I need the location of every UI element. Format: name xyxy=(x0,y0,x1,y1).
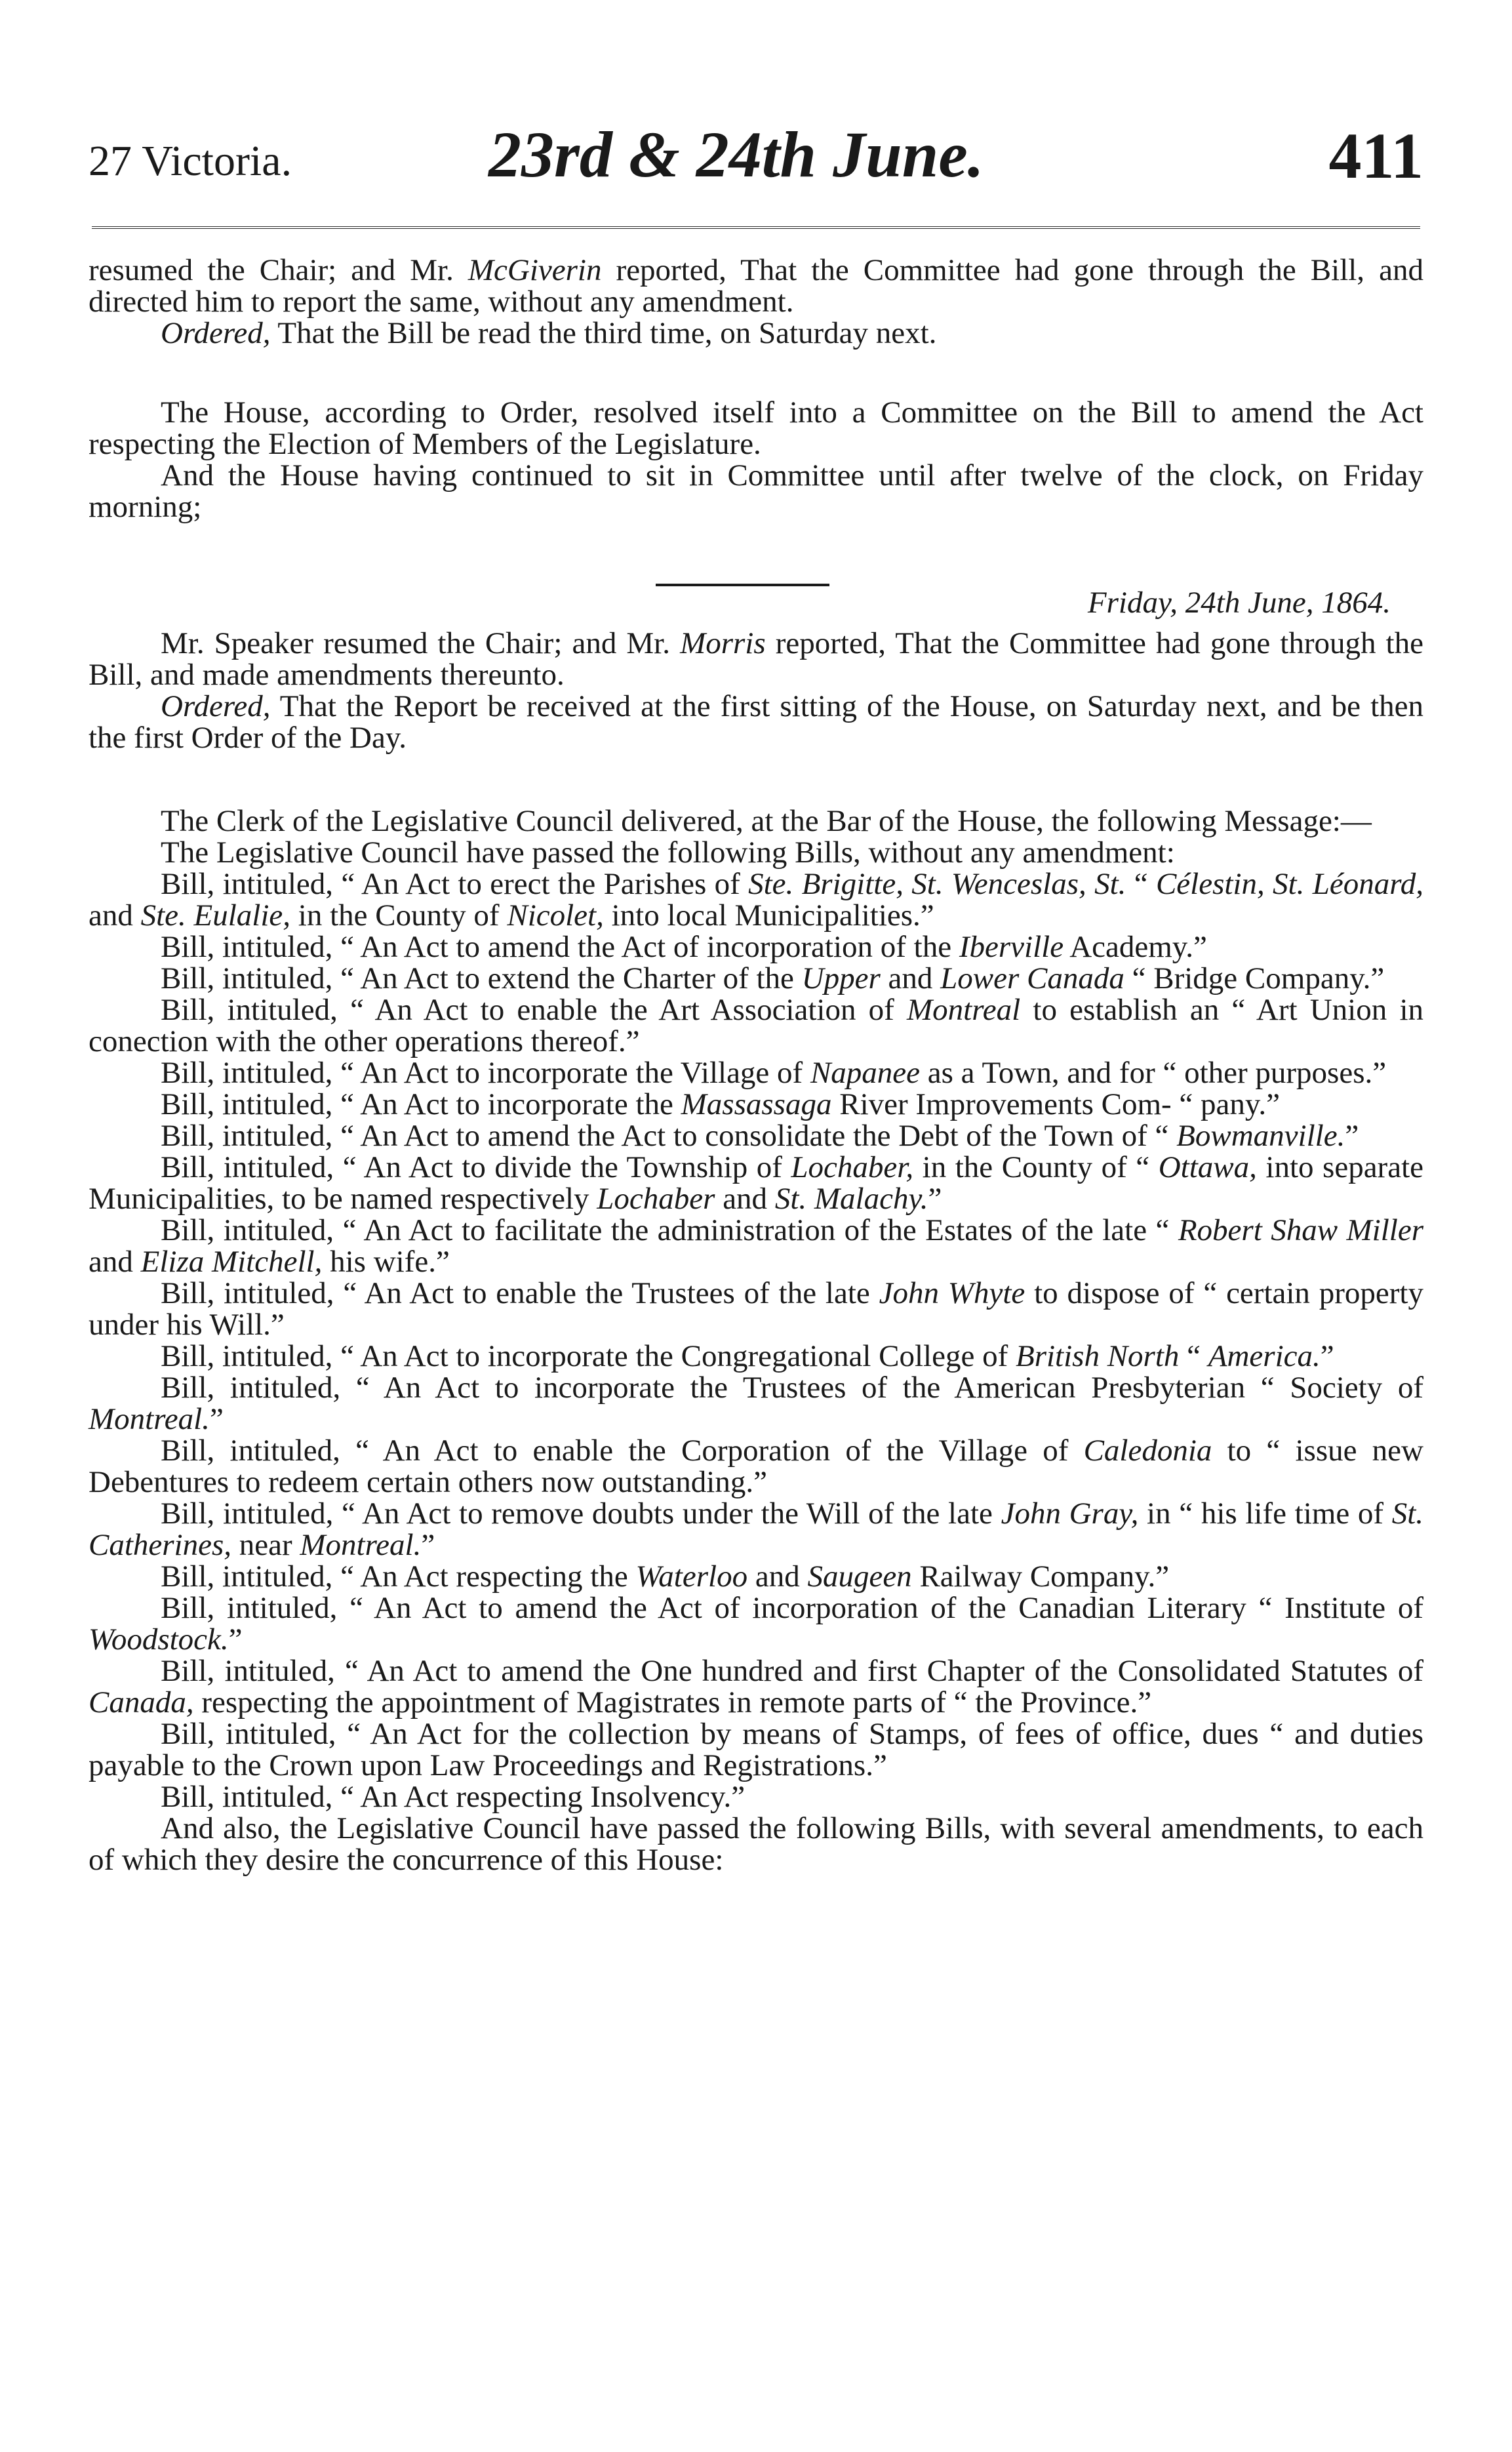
bill-item: Bill, intituled, “ An Act to erect the Parishes of Ste. Brigitte, St. Wenceslas, St. “ Célestin, St. Léonard, and Ste. Eulalie, in the County of Nicolet, into local Municipalities.” xyxy=(89,867,1424,933)
paragraph: The Clerk of the Legislative Council delivered, at the Bar of the House, the following Message:— xyxy=(161,804,1372,838)
bill-item: Bill, intituled, “ An Act to amend the Act of incorporation of the Iberville Academy.” xyxy=(161,930,1207,964)
page-number: 411 xyxy=(1328,119,1423,192)
friday-sitting-block xyxy=(89,587,1423,754)
sitting-date: Friday, 24th June, 1864. xyxy=(1087,586,1391,620)
bill-item: Bill, intituled, “ An Act to incorporate the Massassaga River Improvements Com- “ pany.” xyxy=(161,1087,1280,1121)
paragraph: The Legislative Council have passed the following Bills, without any amendment: xyxy=(161,835,1175,870)
running-date-title: 23rd & 24th June. xyxy=(488,118,984,191)
committee-report-block xyxy=(89,254,1423,349)
bill-item: Bill, intituled, “ An Act to incorporate the Congregational College of British North “ America.” xyxy=(161,1339,1334,1373)
bill-item: Bill, intituled, “ An Act to enable the Trustees of the late John Whyte to dispose of “ certain property under his Will.” xyxy=(89,1276,1423,1342)
bill-item: Bill, intituled, “ An Act to extend the Charter of the Upper and Lower Canada “ Bridge Company.” xyxy=(161,961,1385,995)
paragraph: Mr. Speaker resumed the Chair; and Mr. Morris reported, That the Committee had gone through the Bill, and made amendments thereunto. xyxy=(89,626,1423,692)
bill-item: Bill, intituled, “ An Act to divide the Township of Lochaber, in the County of “ Ottawa, into separate Municipalities, to be named respectively Lochaber and St. Malachy.” xyxy=(89,1150,1423,1216)
bill-item: Bill, intituled, “ An Act to enable the Art Association of Montreal to establish an “ Art Union in conection with the other operations thereof.” xyxy=(89,993,1424,1058)
bill-item: Bill, intituled, “ An Act to enable the Corporation of the Village of Caledonia to “ issue new Debentures to redeem certain others now outstanding.” xyxy=(89,1434,1423,1499)
bill-item: Bill, intituled, “ An Act for the collection by means of Stamps, of fees of office, dues “ and duties payable to the Crown upon Law Proceedings and Registrations.” xyxy=(89,1717,1423,1782)
bill-item: Bill, intituled, “ An Act to amend the Act of incorporation of the Canadian Literary “ Institute of Woodstock.” xyxy=(89,1591,1423,1657)
election-bill-block xyxy=(89,397,1423,523)
regnal-year: 27 Victoria. xyxy=(89,137,292,185)
section-divider xyxy=(656,584,829,586)
bill-item: Bill, intituled, “ An Act respecting the Waterloo and Saugeen Railway Company.” xyxy=(161,1559,1170,1594)
council-message-block xyxy=(89,805,1423,1876)
bill-item: Bill, intituled, “ An Act to remove doubts under the Will of the late John Gray, in “ his life time of St. Catherines, near Montreal.” xyxy=(89,1497,1423,1562)
page-header xyxy=(89,111,1423,197)
paragraph: Ordered, That the Report be received at the first sitting of the House, on Saturday next, and be then the first Order of the Day. xyxy=(89,689,1423,755)
header-rule xyxy=(92,226,1420,233)
bill-item: Bill, intituled, “ An Act respecting Insolvency.” xyxy=(161,1780,746,1814)
paragraph: The House, according to Order, resolved itself into a Committee on the Bill to amend the Act respecting the Election of Members of the Legislature. xyxy=(89,395,1423,461)
paragraph: Ordered, That the Bill be read the third time, on Saturday next. xyxy=(161,316,937,350)
bill-item: Bill, intituled, “ An Act to facilitate the administration of the Estates of the late “ Robert Shaw Miller and Eliza Mitchell, his wife.” xyxy=(89,1213,1423,1279)
bill-item: Bill, intituled, “ An Act to amend the Act to consolidate the Debt of the Town of “ Bowmanville.” xyxy=(161,1119,1359,1153)
paragraph: resumed the Chair; and Mr. McGiverin reported, That the Committee had gone through the Bill, and directed him to report the same, without any amendment. xyxy=(89,253,1423,319)
bill-item: Bill, intituled, “ An Act to amend the One hundred and first Chapter of the Consolidated Statutes of Canada, respecting the appointment of Magistrates in remote parts of “ the Province.” xyxy=(89,1654,1423,1719)
bill-item: Bill, intituled, “ An Act to incorporate the Village of Napanee as a Town, and for “ other purposes.” xyxy=(161,1056,1387,1090)
paragraph: And the House having continued to sit in Committee until after twelve of the clock, on Friday morning; xyxy=(89,458,1423,524)
bill-item: Bill, intituled, “ An Act to incorporate the Trustees of the American Presbyterian “ Society of Montreal.” xyxy=(89,1371,1423,1436)
paragraph: And also, the Legislative Council have passed the following Bills, with several amendments, to each of which they desire the concurrence of this House: xyxy=(89,1811,1423,1877)
